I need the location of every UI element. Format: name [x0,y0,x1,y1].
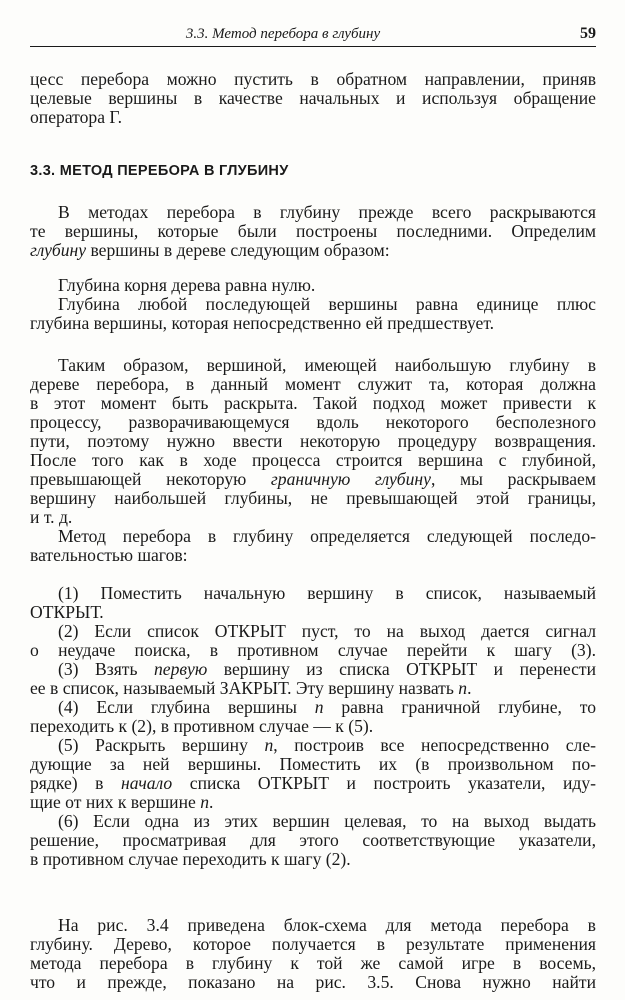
intro-paragraph [30,70,596,127]
text-line: Таким образом, вершиной, имеющей наибольшую глубину в [58,356,596,375]
text-line: вершину наибольшей глубины, не превышающей этой границы, [30,489,596,508]
section-heading: 3.3. МЕТОД ПЕРЕБОРА В ГЛУБИНУ [30,163,289,179]
text-run: превышающей некоторую [30,470,271,489]
emphasis: n [200,793,209,812]
text-run: рядке) в [30,774,122,793]
paragraph-4 [30,916,596,992]
emphasis: граничную глубину [270,470,431,489]
text-line: дереве перебора, в данный момент служит та, которая должна [30,375,596,394]
text-line: цесс перебора можно пустить в обратном направлении, приняв [30,70,596,89]
step-4-line: переходить к (2), в противном случае — к (5). [30,717,374,736]
step-6-line: (6) Если одна из этих вершин целевая, то на выход выдать [58,812,596,831]
depth-definition [30,276,596,333]
text-line: пути, поэтому нужно ввести некоторую процедуру возвращения. [30,432,596,451]
text-line: и т. д. [30,508,73,527]
emphasis: начало [121,774,173,793]
text-run: равна граничной глубине, то [323,698,596,717]
text-run: (5) Раскрыть вершину [58,736,265,755]
step-3-line [30,679,596,698]
text-line: целевые вершины в качестве начальных и используя обращение [30,89,596,108]
step-5-line [30,736,596,755]
text-line: вательностью шагов: [30,546,188,565]
emphasis: n [458,679,468,698]
step-6-line: в противном случае переходить к шагу (2). [30,850,351,869]
text-line: процессу, разворачивающемуся вдоль некоторого бесполезного [30,413,596,432]
text-line: После того как в ходе процесса строится вершина с глубиной, [30,451,596,470]
step-2-line: о неудаче поиска, в противном случае перейти к шагу (3). [30,641,596,660]
text-line: оператора Г. [30,108,123,127]
text-run: . [467,679,472,698]
text-line: что и прежде, показано на рис. 3.5. Снова нужно найти [30,973,596,992]
page-number: 59 [580,25,596,42]
emphasis: первую [154,660,208,679]
paragraph-2 [30,356,596,527]
step-3-line [30,660,596,679]
text-line: глубину. Дерево, которое получается в результате применения [30,935,596,954]
text-run: списка ОТКРЫТ и построить указатели, иду- [172,774,596,793]
paragraph-3 [30,527,596,565]
emphasis: n [264,736,274,755]
step-1-line: (1) Поместить начальную вершину в список, называемый [58,584,596,603]
text-line: глубина вершины, которая непосредственно ей предшествует. [30,314,495,333]
text-run: ее в список, называемый ЗАКРЫТ. Эту вершину назвать [30,679,459,698]
text-line [30,241,596,260]
text-run: вершины в дереве следующим образом: [86,241,390,260]
step-4-line [30,698,596,717]
text-line: те вершины, которые были построены последними. Определим [30,222,596,241]
step-5-line [30,774,596,793]
step-5-line [30,793,596,812]
text-line: Глубина любой последующей вершины равна единице плюс [58,295,596,314]
paragraph-1 [30,203,596,260]
running-header [30,22,596,47]
text-line [30,470,596,489]
algorithm-steps [30,584,596,869]
emphasis: n [314,698,324,717]
text-run: . [209,793,214,812]
text-line: метода перебора в глубину к той же самой игре в восемь, [30,954,596,973]
text-line: Метод перебора в глубину определяется следующей последо- [58,527,596,546]
text-run: вершину из списка ОТКРЫТ и перенести [207,660,596,679]
text-run: (4) Если глубина вершины [58,698,315,717]
text-run: (3) Взять [58,660,154,679]
text-line: В методах перебора в глубину прежде всего раскрываются [58,203,596,222]
step-6-line: решение, просматривая для этого соответствующие указатели, [30,831,596,850]
text-line: Глубина корня дерева равна нулю. [58,276,316,295]
text-run: , построив все непосредственно сле- [273,736,596,755]
emphasis: глубину [30,241,87,260]
step-5-line: дующие за ней вершины. Поместить их (в произвольном по- [30,755,596,774]
step-1-line: ОТКРЫТ. [30,603,104,622]
text-run: , мы раскрываем [430,470,596,489]
running-title: 3.3. Метод перебора в глубину [185,26,381,42]
step-2-line: (2) Если список ОТКРЫТ пуст, то на выход дается сигнал [58,622,596,641]
text-run: щие от них к вершине [30,793,201,812]
text-line: На рис. 3.4 приведена блок-схема для метода перебора в [58,916,596,935]
text-line: в этот момент быть раскрыта. Такой подход может привести к [30,394,596,413]
